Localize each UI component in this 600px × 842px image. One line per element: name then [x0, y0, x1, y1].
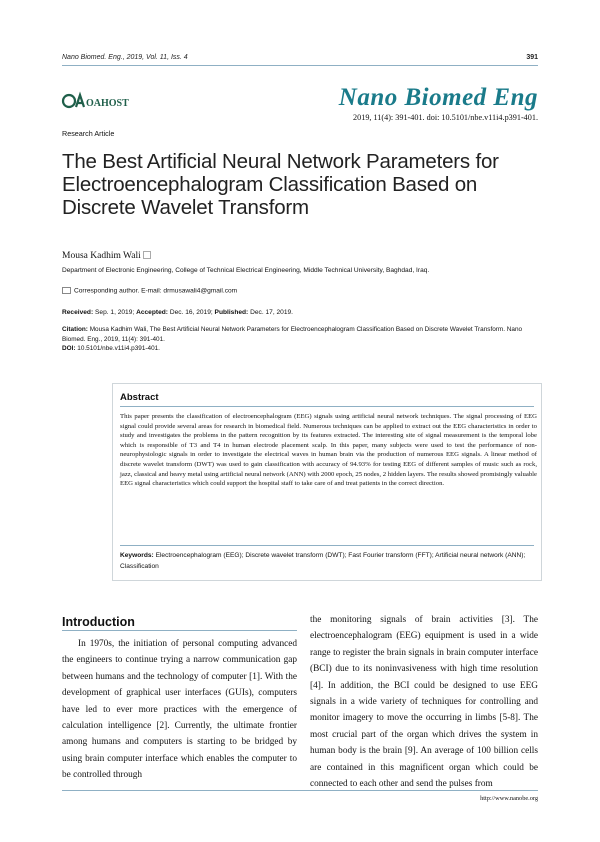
article-type: Research Article: [62, 129, 115, 138]
header-rule: [62, 65, 538, 66]
author-name: Mousa Kadhim Wali: [62, 251, 141, 261]
citation-label: Citation:: [62, 326, 88, 333]
abstract-rule: [120, 406, 534, 407]
keywords-rule: [120, 545, 534, 546]
publisher-logo: [62, 92, 129, 110]
affiliation: Department of Electronic Engineering, College of Technical Electrical Engineering, Middle Technical University, Baghdad, Iraq.: [62, 267, 430, 274]
envelope-icon: [62, 287, 71, 294]
corresponding-author: [62, 287, 237, 294]
published-date: Dec. 17, 2019.: [250, 309, 293, 316]
introduction-rule: [62, 630, 297, 631]
keywords-text: Electroencephalogram (EEG); Discrete wavelet transform (DWT); Fast Fourier transform (FFT); Artificial neural network (ANN); Classification: [120, 552, 526, 570]
doi-label: DOI:: [62, 345, 76, 352]
received-date: Sep. 1, 2019;: [95, 309, 135, 316]
header-citation: 2019, 11(4): 391-401. doi: 10.5101/nbe.v11i4.p391-401.: [353, 113, 538, 122]
article-dates: [62, 309, 293, 316]
citation-text: Mousa Kadhim Wali, The Best Artificial Neural Network Parameters for Electroencephalogram Classification Based on Discrete Wavelet Transform. Nano Biomed. Eng., 2019, 11(4): 391-401.: [62, 326, 523, 343]
intro-paragraph-continued: the monitoring signals of brain activities [3]. The electroencephalogram (EEG) equipment is used in a wide range to register the brain signals in brain computer interface (BCI) due to its noninvasiveness with high time resolution [4]. In addition, the BCI could be designed to use EEG signals in a wide variety of techniques for controlling and monitor imagery to move the occurring in limbs [5-8]. The most crucial part of the organ which drives the system in human body is the brain [9]. An average of 100 billion cells are contained in this magnificent organ which could be connected to each other and send the pulses from: [310, 615, 538, 790]
intro-left-column: [62, 636, 297, 784]
running-head: Nano Biomed. Eng., 2019, Vol. 11, Iss. 4: [62, 54, 188, 61]
accepted-label: Accepted:: [136, 309, 168, 316]
author: [62, 251, 151, 261]
intro-right-column: [310, 612, 538, 792]
keywords: [120, 550, 540, 572]
published-label: Published:: [214, 309, 249, 316]
introduction-heading: Introduction: [62, 615, 135, 629]
corresponding-text: Corresponding author. E-mail: drmusawali4@gmail.com: [74, 287, 238, 295]
keywords-label: Keywords:: [120, 552, 154, 559]
intro-paragraph: In 1970s, the initiation of personal computing advanced the engineers to continue trying a narrow communication gap between humans and the technology of computer [1]. With the development of graphical user interfaces (GUIs), computers have led to ever more practices with the emergence of calculation intelligence [2]. Currently, the ultimate frontier among humans and computers is starting to be bridged by using brain computer interface which enables the computer to be controlled through: [62, 639, 297, 781]
logo-text: OAHOST: [86, 98, 129, 109]
doi-link[interactable]: 10.5101/nbe.v11i4.p391-401.: [77, 345, 160, 352]
footer-url[interactable]: http://www.nanobe.org: [480, 795, 538, 802]
page-number: 391: [526, 54, 538, 61]
article-title: The Best Artificial Neural Network Parameters for Electroencephalogram Classification Based on Discrete Wavelet Transform: [62, 150, 499, 219]
abstract-heading: Abstract: [120, 392, 159, 403]
accepted-date: Dec. 16, 2019;: [169, 309, 213, 316]
received-label: Received:: [62, 309, 94, 316]
author-mark-icon: [143, 251, 151, 259]
journal-name: Nano Biomed Eng: [338, 84, 538, 111]
abstract-text: This paper presents the classification of electroencephalogram (EEG) signals using artificial neural network techniques. The signal processing of EEG signal could provide several areas for research in biomedical field. Numerous techniques can be applied to extract out the EEG characteristics in order to study and investigates the problems in the pattern recognition by its features extracted. The interesting site of signal measurement is the temporal lobe which is responsible of T3 and T4 in human electrode placement scalp. In this paper, many subjects were used to test the performance of non-neurophysiologic signals in order to investigate the electrical waves in human brain via the production of numerous EEG signals. A linear method of discrete wavelet transform (DWT) was used to gain classification with accuracy of 94.93% for testing EEG of different samples of music such as rock, jazz, classical and heavy metal using artificial neural network (ANN) with 2000 epoch, 25 nodes, 2 hidden layers. The results showed promisingly valuable EEG signal characteristics which could support the hospital staff to take care of and treat patients in the correct direction.: [120, 413, 537, 488]
citation-block: [62, 325, 540, 354]
footer-rule: [62, 790, 538, 791]
